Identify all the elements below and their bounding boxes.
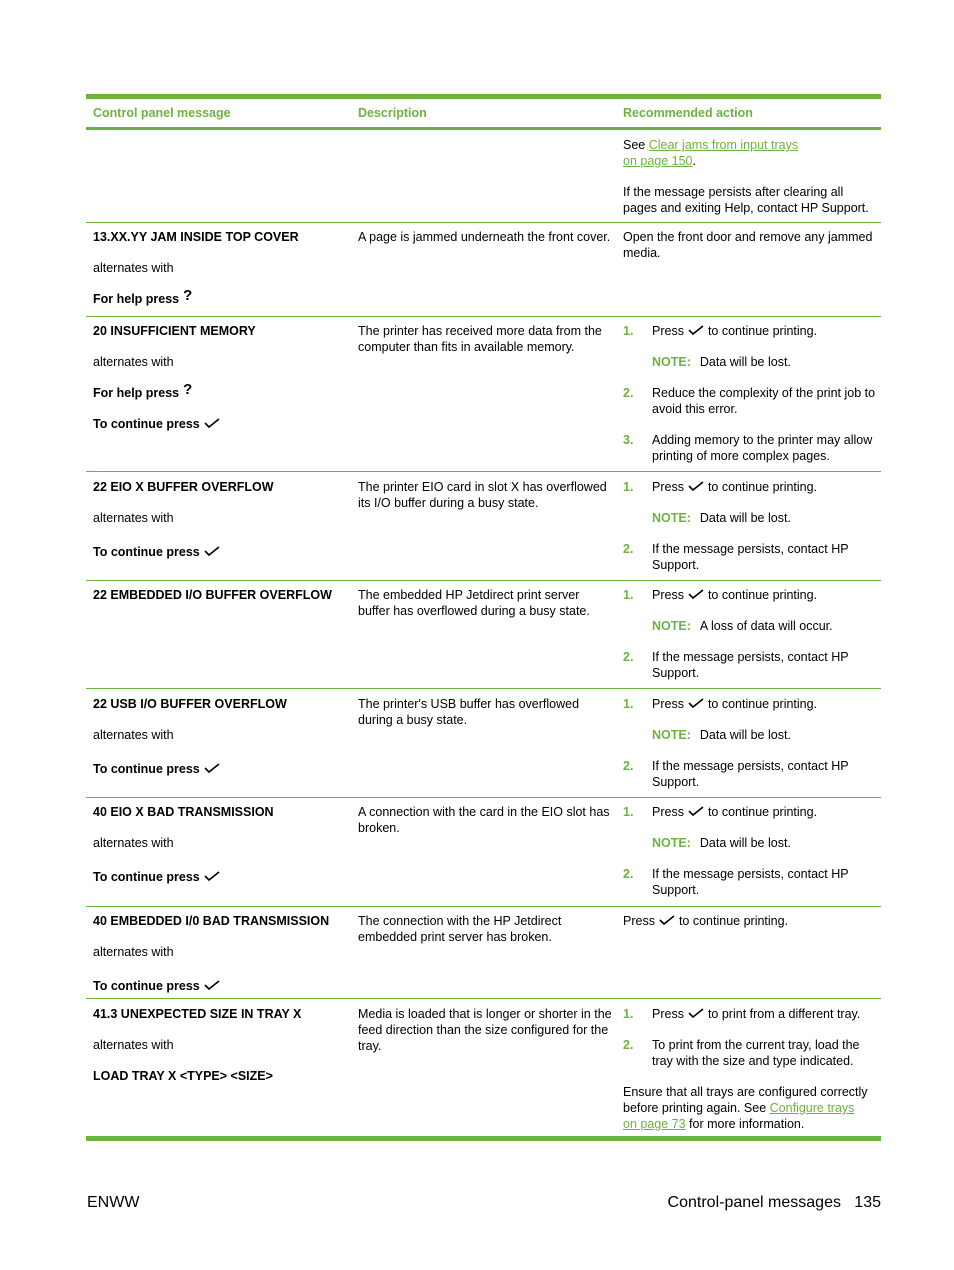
- recommended-action-cell: [623, 479, 879, 573]
- step-number: 1.: [623, 1007, 634, 1021]
- note: [623, 835, 879, 851]
- help-text: For help press: [93, 386, 180, 400]
- recommended-action-cell: [623, 804, 879, 898]
- control-panel-message-cell: [93, 804, 348, 885]
- recommended-action-cell: [623, 587, 879, 681]
- question-mark-icon: ?: [183, 381, 193, 398]
- note: [623, 618, 879, 634]
- load-tray-prompt: LOAD TRAY X <TYPE> <SIZE>: [93, 1069, 273, 1083]
- step-number: 2.: [623, 650, 634, 664]
- configure-trays-link[interactable]: Configure trays: [769, 1101, 855, 1115]
- row-divider: [86, 906, 881, 907]
- recommended-action-cell: [623, 913, 879, 929]
- message-code: 20 INSUFFICIENT MEMORY: [93, 324, 256, 338]
- table-bottom-rule: [86, 1136, 881, 1141]
- continue-text: To continue press: [93, 417, 200, 431]
- row-divider: [86, 222, 881, 223]
- step-number: 2.: [623, 759, 634, 773]
- note-label: NOTE:: [652, 619, 691, 633]
- row-divider: [86, 797, 881, 798]
- control-panel-message-cell: [93, 323, 348, 432]
- control-panel-message-cell: [93, 913, 348, 994]
- checkmark-icon: [688, 588, 704, 600]
- step-item: [623, 866, 879, 898]
- checkmark-icon: [204, 870, 220, 882]
- period: .: [692, 154, 696, 168]
- checkmark-icon: [688, 324, 704, 336]
- note-text: Data will be lost.: [699, 836, 791, 850]
- ensure-text: [623, 1084, 879, 1132]
- step-number: 2.: [623, 386, 634, 400]
- checkmark-icon: [204, 545, 220, 557]
- ensure-text-start: Ensure that all trays are configured correctly before printing again. See: [623, 1085, 868, 1115]
- footer-right: Control-panel messages 135: [667, 1194, 881, 1211]
- continue-prompt: [93, 978, 348, 994]
- step-text: Press: [652, 697, 684, 711]
- alternates-text: alternates with: [93, 836, 174, 850]
- step-item: [623, 1006, 879, 1022]
- control-panel-message-cell: [93, 587, 348, 603]
- note-text: Data will be lost.: [699, 355, 791, 369]
- alternates-text: alternates with: [93, 728, 174, 742]
- checkmark-icon: [688, 697, 704, 709]
- ensure-text-end: for more information.: [685, 1117, 805, 1131]
- see-prefix: See: [623, 138, 649, 152]
- alternates-text: alternates with: [93, 261, 174, 275]
- control-panel-message-cell: [93, 1006, 348, 1084]
- help-text: For help press: [93, 292, 180, 306]
- note-label: NOTE:: [652, 728, 691, 742]
- step-text: If the message persists, contact HP Support.: [652, 542, 849, 572]
- alternates-text: alternates with: [93, 1038, 174, 1052]
- step-number: 2.: [623, 542, 634, 556]
- question-mark-icon: ?: [183, 287, 193, 304]
- step-item: [623, 479, 879, 495]
- message-code: 13.XX.YY JAM INSIDE TOP COVER: [93, 230, 299, 244]
- step-number: 3.: [623, 433, 634, 447]
- step-number: 1.: [623, 697, 634, 711]
- help-prompt: [93, 381, 348, 401]
- checkmark-icon: [204, 417, 220, 429]
- step-item: [623, 696, 879, 712]
- description-text: The printer's USB buffer has overflowed during a busy state.: [358, 697, 580, 727]
- row-divider: [86, 471, 881, 472]
- step-text: to print from a different tray.: [707, 1007, 861, 1021]
- checkmark-icon: [204, 762, 220, 774]
- step-item: [623, 649, 879, 681]
- step-number: 1.: [623, 588, 634, 602]
- continue-text: To continue press: [93, 762, 200, 776]
- checkmark-icon: [688, 1007, 704, 1019]
- page-73-link[interactable]: on page 73: [623, 1117, 686, 1131]
- table-header-rule: [86, 127, 881, 130]
- row-divider: [86, 316, 881, 317]
- step-number: 1.: [623, 324, 634, 338]
- note: [623, 727, 879, 743]
- step-text: If the message persists, contact HP Support.: [652, 759, 849, 789]
- step-text: If the message persists, contact HP Support.: [652, 650, 849, 680]
- control-panel-message-cell: [93, 229, 348, 307]
- description-text: The embedded HP Jetdirect print server buffer has overflowed during a busy state.: [358, 588, 590, 618]
- clear-jams-link[interactable]: Clear jams from input trays: [648, 138, 799, 152]
- description-text: The printer EIO card in slot X has overflowed its I/O buffer during a busy state.: [358, 480, 607, 510]
- recommended-action-cell: [623, 696, 879, 790]
- step-item: [623, 323, 879, 339]
- description-text: A page is jammed underneath the front cover.: [358, 230, 611, 244]
- checkmark-icon: [688, 805, 704, 817]
- message-code: 22 EIO X BUFFER OVERFLOW: [93, 480, 274, 494]
- note-label: NOTE:: [652, 355, 691, 369]
- recommended-action-cell: [623, 137, 879, 216]
- continue-prompt: [93, 544, 348, 560]
- step-text: Reduce the complexity of the print job to avoid this error.: [652, 386, 876, 416]
- step-item: [623, 541, 879, 573]
- action-text: [623, 913, 879, 929]
- see-reference: [623, 137, 879, 169]
- step-item: [623, 758, 879, 790]
- alternates-text: alternates with: [93, 945, 174, 959]
- footer-left: ENWW: [87, 1194, 140, 1211]
- step-number: 2.: [623, 867, 634, 881]
- note-label: NOTE:: [652, 836, 691, 850]
- note-text: Data will be lost.: [699, 728, 791, 742]
- step-text: to continue printing.: [707, 805, 818, 819]
- continue-prompt: [93, 869, 348, 885]
- message-code: 22 USB I/O BUFFER OVERFLOW: [93, 697, 287, 711]
- note: [623, 510, 879, 526]
- message-code: 40 EMBEDDED I/0 BAD TRANSMISSION: [93, 914, 330, 928]
- control-panel-message-cell: [93, 696, 348, 777]
- recommended-action-cell: [623, 1006, 879, 1132]
- description-text: The connection with the HP Jetdirect embedded print server has broken.: [358, 914, 562, 944]
- message-code: 40 EIO X BAD TRANSMISSION: [93, 805, 274, 819]
- control-panel-message-cell: [93, 479, 348, 560]
- row-divider: [86, 688, 881, 689]
- step-text: Press: [652, 324, 684, 338]
- step-item: [623, 804, 879, 820]
- message-code: 41.3 UNEXPECTED SIZE IN TRAY X: [93, 1007, 302, 1021]
- step-number: 1.: [623, 480, 634, 494]
- page-150-link[interactable]: on page 150: [623, 154, 693, 168]
- checkmark-icon: [688, 480, 704, 492]
- note-text: A loss of data will occur.: [699, 619, 833, 633]
- step-item: [623, 385, 879, 417]
- continue-prompt: [93, 761, 348, 777]
- note-label: NOTE:: [652, 511, 691, 525]
- alternates-text: alternates with: [93, 511, 174, 525]
- checkmark-icon: [659, 914, 675, 926]
- step-text: Adding memory to the printer may allow printing of more complex pages.: [652, 433, 873, 463]
- header-recommended-action: Recommended action: [623, 106, 753, 120]
- step-text: to continue printing.: [707, 324, 818, 338]
- row-divider: [86, 998, 881, 999]
- description-text: Media is loaded that is longer or shorter in the feed direction than the size configured for the tray.: [358, 1007, 612, 1053]
- checkmark-icon: [204, 979, 220, 991]
- step-text: Press: [652, 1007, 684, 1021]
- continue-text: To continue press: [93, 979, 200, 993]
- table-top-rule: [86, 94, 881, 99]
- header-control-panel-message: Control panel message: [93, 106, 231, 120]
- alternates-text: alternates with: [93, 355, 174, 369]
- note-text: Data will be lost.: [699, 511, 791, 525]
- step-text: to continue printing.: [707, 588, 818, 602]
- row-divider: [86, 580, 881, 581]
- step-text: to continue printing.: [707, 697, 818, 711]
- continue-text: To continue press: [93, 870, 200, 884]
- step-item: [623, 1037, 879, 1069]
- step-item: [623, 432, 879, 464]
- step-item: [623, 587, 879, 603]
- recommended-action-text: Open the front door and remove any jammed media.: [623, 230, 873, 260]
- step-text: If the message persists, contact HP Support.: [652, 867, 849, 897]
- persist-text: If the message persists after clearing all pages and exiting Help, contact HP Support.: [623, 185, 869, 215]
- note: [623, 354, 879, 370]
- step-text: Press: [652, 588, 684, 602]
- continue-text: To continue press: [93, 545, 200, 559]
- step-text: to continue printing.: [707, 480, 818, 494]
- step-text: Press: [652, 480, 684, 494]
- continue-prompt: [93, 416, 348, 432]
- description-text: A connection with the card in the EIO slot has broken.: [358, 805, 610, 835]
- recommended-action-cell: [623, 323, 879, 464]
- help-prompt: [93, 287, 348, 307]
- message-code: 22 EMBEDDED I/O BUFFER OVERFLOW: [93, 588, 332, 602]
- description-text: The printer has received more data from the computer than fits in available memory.: [358, 324, 602, 354]
- header-description: Description: [358, 106, 427, 120]
- step-text: To print from the current tray, load the tray with the size and type indicated.: [652, 1038, 860, 1068]
- step-number: 2.: [623, 1038, 634, 1052]
- action-text-end: to continue printing.: [678, 914, 789, 928]
- step-number: 1.: [623, 805, 634, 819]
- step-text: Press: [652, 805, 684, 819]
- action-text-start: Press: [623, 914, 655, 928]
